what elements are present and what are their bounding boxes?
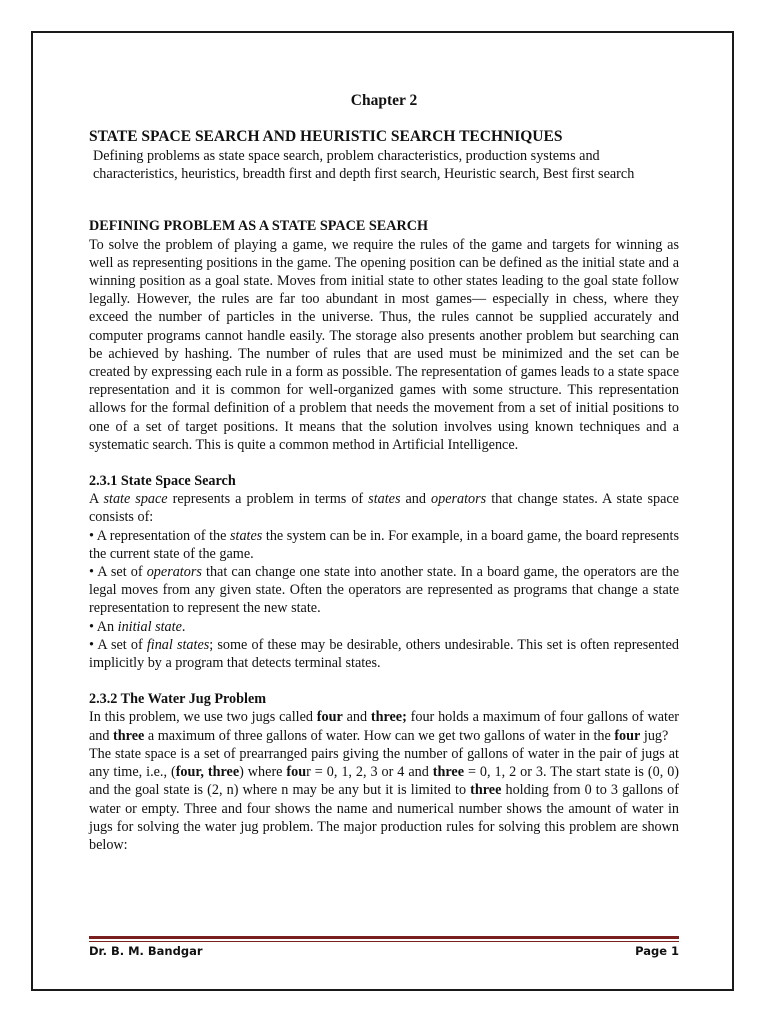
footer-author: Dr. B. M. Bandgar: [89, 944, 203, 958]
section-heading-defining-problem: DEFINING PROBLEM AS A STATE SPACE SEARCH: [89, 218, 428, 235]
state-space-bullet-initial: • An initial state.: [89, 618, 186, 635]
footer-rule-thin: [89, 941, 679, 942]
state-space-bullet-states: • A representation of the states the system can be in. For example, in a board game, the board represents the current state of the game.: [89, 527, 679, 562]
chapter-title: STATE SPACE SEARCH AND HEURISTIC SEARCH TECHNIQUES: [89, 128, 563, 145]
state-space-bullet-operators: • A set of operators that can change one state into another state. In a board game, the operators are the legal moves from any given state. Often the operators are represented as programs that change a state representation to represent the new state.: [89, 564, 679, 617]
water-jug-para-2: The state space is a set of prearranged pairs giving the number of gallons of water in the pair of jugs at any time, i.e., (four, three) where four = 0, 1, 2, 3 or 4 and three = 0, 1, 2 or 3. The start state is (0, 0) and the goal state is (2, n) where n may be any but it is limited to three holding from 0 to 3 gallons of water or empty. Three and four shows the name and numerical number shows the amount of water in jugs for solving the water jug problem. The major production rules for solving this problem are shown below:: [89, 745, 680, 853]
section-heading-water-jug: 2.3.2 The Water Jug Problem: [89, 691, 267, 708]
footer-page-number: Page 1: [635, 944, 679, 958]
chapter-subtitle: Defining problems as state space search, problem characteristics, production systems and characteristics, heuristics, breadth first and depth first search, Heuristic search, Best first search: [93, 148, 635, 183]
water-jug-para-1: In this problem, we use two jugs called four and three; four holds a maximum of four gallons of water and three a maximum of three gallons of water. How can we get two gallons of water in the four jug?: [89, 709, 679, 744]
state-space-intro: A state space represents a problem in terms of states and operators that change states. A state space consists of:: [89, 491, 679, 526]
chapter-label: Chapter 2: [350, 92, 418, 109]
section-heading-state-space-search: 2.3.1 State Space Search: [89, 473, 236, 490]
state-space-bullet-final: • A set of final states; some of these may be desirable, others undesirable. This set is often represented implicitly by a program that detects terminal states.: [89, 636, 679, 672]
page-footer: [89, 944, 679, 958]
footer-rule-thick: [89, 936, 679, 939]
section-defining-problem-body: To solve the problem of playing a game, we require the rules of the game and targets for winning as well as representing positions in the game. The opening position can be defined as the initial state and a winning position as a goal state. Moves from initial state to other states leading to the goal state follow legally. However, the rules are far too abundant in most games— especially in chess, where they exceed the number of particles in the universe. Thus, the rules cannot be supplied accurately and computer programs cannot handle easily. The storage also presents another problem but searching can be achieved by hashing. The number of rules that are used must be minimized and the set can be created by expressing each rule in a form as possible. The representation of games leads to a state space representation and it is common for well-organized games with some structure. This representation allows for the formal definition of a problem that needs the movement from a set of initial positions to one of a set of target positions. It means that the solution involves using known techniques and a systematic search. This is quite a common method in Artificial Intelligence.: [89, 236, 679, 453]
document-body: [89, 92, 679, 854]
